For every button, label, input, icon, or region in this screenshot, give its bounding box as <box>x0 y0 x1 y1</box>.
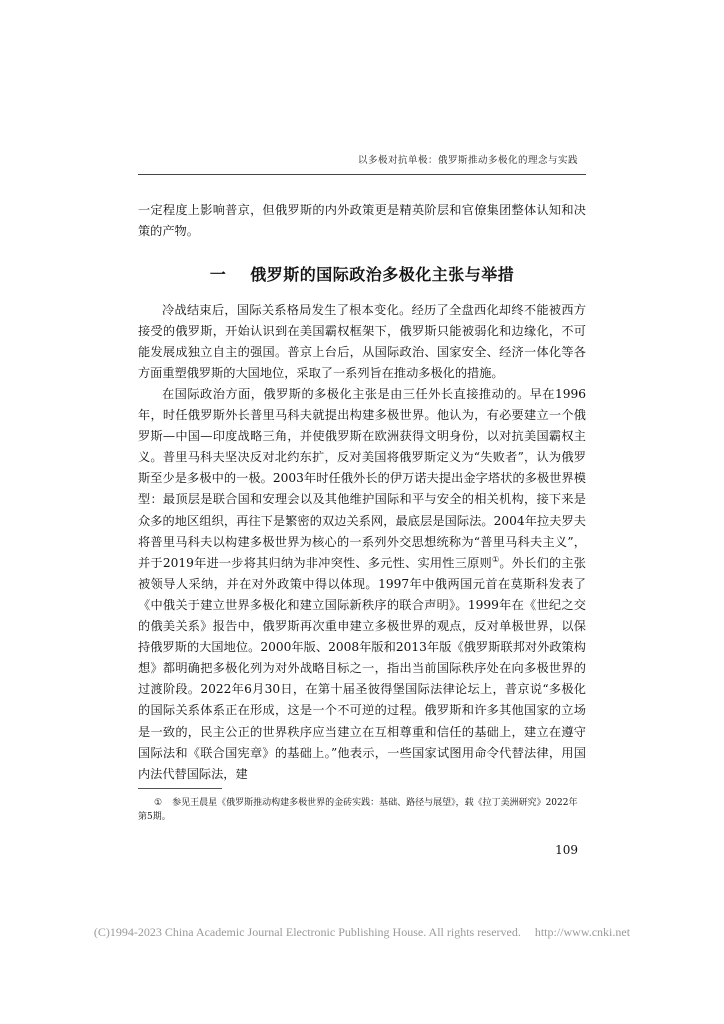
intro-paragraph: 一定程度上影响普京，但俄罗斯的内外政策更是精英阶层和官僚集团整体认知和决策的产物。 <box>138 203 586 239</box>
footnote-number: ① <box>154 798 163 808</box>
section-heading <box>0 262 724 285</box>
page-number: 109 <box>555 843 578 857</box>
paragraph-2-text-b: 。外长们的主张被领导人采纳，并在对外政策中得以体现。1997年中俄两国元首在莫斯科发表了《中俄关于建立世界多极化和建立国际新秩序的联合声明》。1999年在《世纪之交的俄美关系》报告中，俄罗斯再次重申建立多极世界的观点，反对单极世界，以保持俄罗斯的大国地位。2000年版、2008年版和2013年版《俄罗斯联邦对外政策构想》都明确把多极化列为对外战略目标之一，指出当前国际秩序处在向多极世界的过渡阶段。2022年6月30日，在第十届圣彼得堡国际法律论坛上，普京说“多极化的国际关系体系正在形成，这是一个不可逆的过程。俄罗斯和许多其他国家的立场是一致的，民主公正的世界秩序应当建立在互相尊重和信任的基础上，建立在遵守国际法和《联合国宪章》的基础上。”他表示，一些国家试图用命令代替法律，用国内法代替国际法，建 <box>138 555 586 781</box>
section-number: 一 <box>209 265 227 284</box>
header-rule <box>138 174 586 175</box>
copyright-text: (C)1994-2023 China Academic Journal Electronic Publishing House. All rights reserved. <box>93 925 521 939</box>
footnote-reference[interactable]: ① <box>491 554 500 564</box>
footnote-rule <box>138 788 222 789</box>
body-paragraph-2 <box>138 384 586 785</box>
body-paragraph-1: 冷战结束后，国际关系格局发生了根本变化。经历了全盘西化却终不能被西方接受的俄罗斯，开始认识到在美国霸权框架下，俄罗斯只能被弱化和边缘化，不可能发展成独立自主的强国。普京上台后，从国际政治、国家安全、经济一体化等各方面重塑俄罗斯的大国地位，采取了一系列旨在推动多极化的措施。 <box>138 303 586 381</box>
running-header: 以多极对抗单极：俄罗斯推动多极化的理念与实践 <box>357 155 578 166</box>
footnote-text: 参见王晨星《俄罗斯推动构建多极世界的金砖实践：基础、路径与展望》，载《拉丁美洲研究》2022年第5期。 <box>138 798 578 822</box>
copyright-footer <box>0 925 724 940</box>
paragraph-2-text-a: 在国际政治方面，俄罗斯的多极化主张是由三任外长直接推动的。早在1996年，时任俄罗斯外长普里马科夫就提出构建多极世界。他认为，有必要建立一个俄罗斯—中国—印度战略三角，并使俄罗斯在欧洲获得文明身份，以对抗美国霸权主义。普里马科夫坚决反对北约东扩，反对美国将俄罗斯定义为“失败者”，认为俄罗斯至少是多极中的一极。2003年时任俄外长的伊万诺夫提出金字塔状的多极世界模型：最顶层是联合国和安理会以及其他维护国际和平与安全的相关机构，接下来是众多的地区组织，再往下是繁密的双边关系网，最底层是国际法。2004年拉夫罗夫将普里马科夫以构建多极世界为核心的一系列外交思想统称为“普里马科夫主义”，并于2019年进一步将其归纳为非冲突性、多元性、实用性三原则 <box>138 387 586 570</box>
footnote <box>138 796 586 824</box>
cnki-link[interactable]: http://www.cnki.net <box>534 925 631 939</box>
section-title: 俄罗斯的国际政治多极化主张与举措 <box>250 265 515 284</box>
